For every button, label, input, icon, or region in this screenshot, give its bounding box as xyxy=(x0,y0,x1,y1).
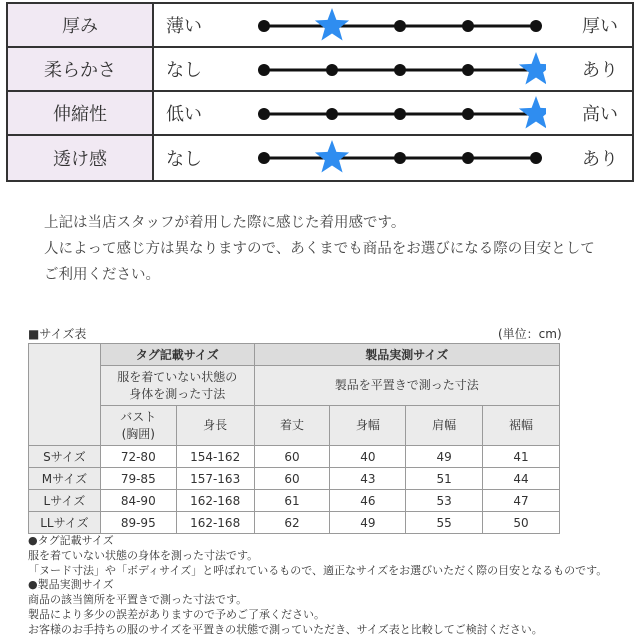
table-cell: 72-80 xyxy=(100,446,176,468)
scale-dot xyxy=(258,64,270,76)
feel-min-label: なし xyxy=(166,149,202,170)
tag-desc-line: 身体を測った寸法 xyxy=(129,386,226,401)
feel-max-label: あり xyxy=(582,60,618,81)
scale-dot xyxy=(462,20,474,32)
table-row xyxy=(29,446,560,468)
footnote-line: 商品の該当箇所を平置きで測った寸法です。 xyxy=(28,593,248,607)
table-cell: 62 xyxy=(254,512,330,534)
col-label: (胸囲) xyxy=(121,426,155,441)
table-row xyxy=(29,468,560,490)
table-cell: 49 xyxy=(406,446,483,468)
scale-dot xyxy=(530,20,542,32)
tag-desc-line: 服を着ていない状態の xyxy=(117,369,238,384)
scale-dot xyxy=(462,152,474,164)
table-cell: 47 xyxy=(483,490,560,512)
scale-dot xyxy=(258,20,270,32)
col-bust xyxy=(100,406,176,446)
size-name: Sサイズ xyxy=(29,446,101,468)
table-row xyxy=(29,490,560,512)
group-tag-size: タグ記載サイズ xyxy=(100,344,254,366)
footnote-line: 「ヌード寸法」や「ボディサイズ」と呼ばれているもので、適正なサイズをお選びいただく際の目安となるものです。 xyxy=(28,563,608,577)
scale-dot xyxy=(326,108,338,120)
table-cell: 50 xyxy=(483,512,560,534)
feel-label: 伸縮性 xyxy=(8,92,154,134)
feel-note xyxy=(44,210,624,288)
feel-label: 柔らかさ xyxy=(8,48,154,90)
table-cell: 46 xyxy=(330,490,406,512)
level-star-icon xyxy=(315,8,349,41)
actual-size-desc: 製品を平置きで測った寸法 xyxy=(254,366,559,406)
size-name: Lサイズ xyxy=(29,490,101,512)
footnote-line: 製品により多少の誤差がありますので予めご了承ください。 xyxy=(28,607,325,621)
table-cell: 162-168 xyxy=(176,490,254,512)
feel-scale xyxy=(246,48,546,92)
scale-dot xyxy=(462,64,474,76)
table-cell: 79-85 xyxy=(100,468,176,490)
table-cell: 41 xyxy=(483,446,560,468)
table-cell: 51 xyxy=(406,468,483,490)
feel-label: 透け感 xyxy=(8,136,154,180)
table-cell: 154-162 xyxy=(176,446,254,468)
level-star-icon xyxy=(315,140,349,173)
table-cell: 61 xyxy=(254,490,330,512)
feel-max-label: 高い xyxy=(582,104,618,125)
col-length: 着丈 xyxy=(254,406,330,446)
size-footnotes xyxy=(28,534,634,638)
feel-min-label: 低い xyxy=(166,104,202,125)
scale-dot xyxy=(326,64,338,76)
col-body-width: 身幅 xyxy=(330,406,406,446)
feel-scale xyxy=(246,136,546,180)
footnote-line: ●製品実測サイズ xyxy=(28,578,114,592)
table-cell: 49 xyxy=(330,512,406,534)
scale-dot xyxy=(394,20,406,32)
col-label: バスト xyxy=(120,409,157,424)
col-shoulder: 肩幅 xyxy=(406,406,483,446)
feel-max-label: 厚い xyxy=(582,16,618,37)
feel-scale xyxy=(246,92,546,136)
table-cell: 60 xyxy=(254,446,330,468)
size-table xyxy=(28,343,560,534)
feel-min-label: 薄い xyxy=(166,16,202,37)
size-name: LLサイズ xyxy=(29,512,101,534)
size-name: Mサイズ xyxy=(29,468,101,490)
table-row xyxy=(29,512,560,534)
scale-dot xyxy=(258,152,270,164)
table-cell: 162-168 xyxy=(176,512,254,534)
table-cell: 55 xyxy=(406,512,483,534)
feel-max-label: あり xyxy=(582,149,618,170)
footnote-line: ●タグ記載サイズ xyxy=(28,534,114,547)
col-hem: 裾幅 xyxy=(483,406,560,446)
size-table-title: ■サイズ表 xyxy=(28,327,87,341)
table-cell: 60 xyxy=(254,468,330,490)
group-actual-size: 製品実測サイズ xyxy=(254,344,559,366)
note-line: 人によって感じ方は異なりますので、あくまでも商品をお選びになる際の目安として xyxy=(44,241,595,257)
note-line: 上記は当店スタッフが着用した際に感じた着用感です。 xyxy=(44,215,406,231)
scale-dot xyxy=(394,64,406,76)
feel-label: 厚み xyxy=(8,4,154,46)
table-cell: 89-95 xyxy=(100,512,176,534)
table-cell: 44 xyxy=(483,468,560,490)
scale-dot xyxy=(462,108,474,120)
table-cell: 40 xyxy=(330,446,406,468)
scale-dot xyxy=(394,152,406,164)
feel-row-sheerness xyxy=(8,136,632,180)
scale-dot xyxy=(530,152,542,164)
feel-row-softness xyxy=(8,48,632,92)
scale-dot xyxy=(258,108,270,120)
feel-row-stretch xyxy=(8,92,632,136)
table-cell: 84-90 xyxy=(100,490,176,512)
level-star-icon xyxy=(519,96,546,129)
table-cell: 43 xyxy=(330,468,406,490)
col-height: 身長 xyxy=(176,406,254,446)
feel-row-thickness xyxy=(8,4,632,48)
note-line: ご利用ください。 xyxy=(44,267,160,283)
footnote-line: お客様のお手持ちの服のサイズを平置きの状態で測っていただき、サイズ表と比較してご検討ください。 xyxy=(28,622,543,636)
feel-min-label: なし xyxy=(166,60,202,81)
table-cell: 53 xyxy=(406,490,483,512)
level-star-icon xyxy=(519,52,546,85)
corner-cell xyxy=(29,344,101,446)
size-table-unit: (単位：cm) xyxy=(498,327,562,341)
feel-table xyxy=(6,2,634,182)
scale-dot xyxy=(394,108,406,120)
feel-scale xyxy=(246,4,546,48)
footnote-line: 服を着ていない状態の身体を測った寸法です。 xyxy=(28,548,259,562)
table-cell: 157-163 xyxy=(176,468,254,490)
tag-size-desc xyxy=(100,366,254,406)
